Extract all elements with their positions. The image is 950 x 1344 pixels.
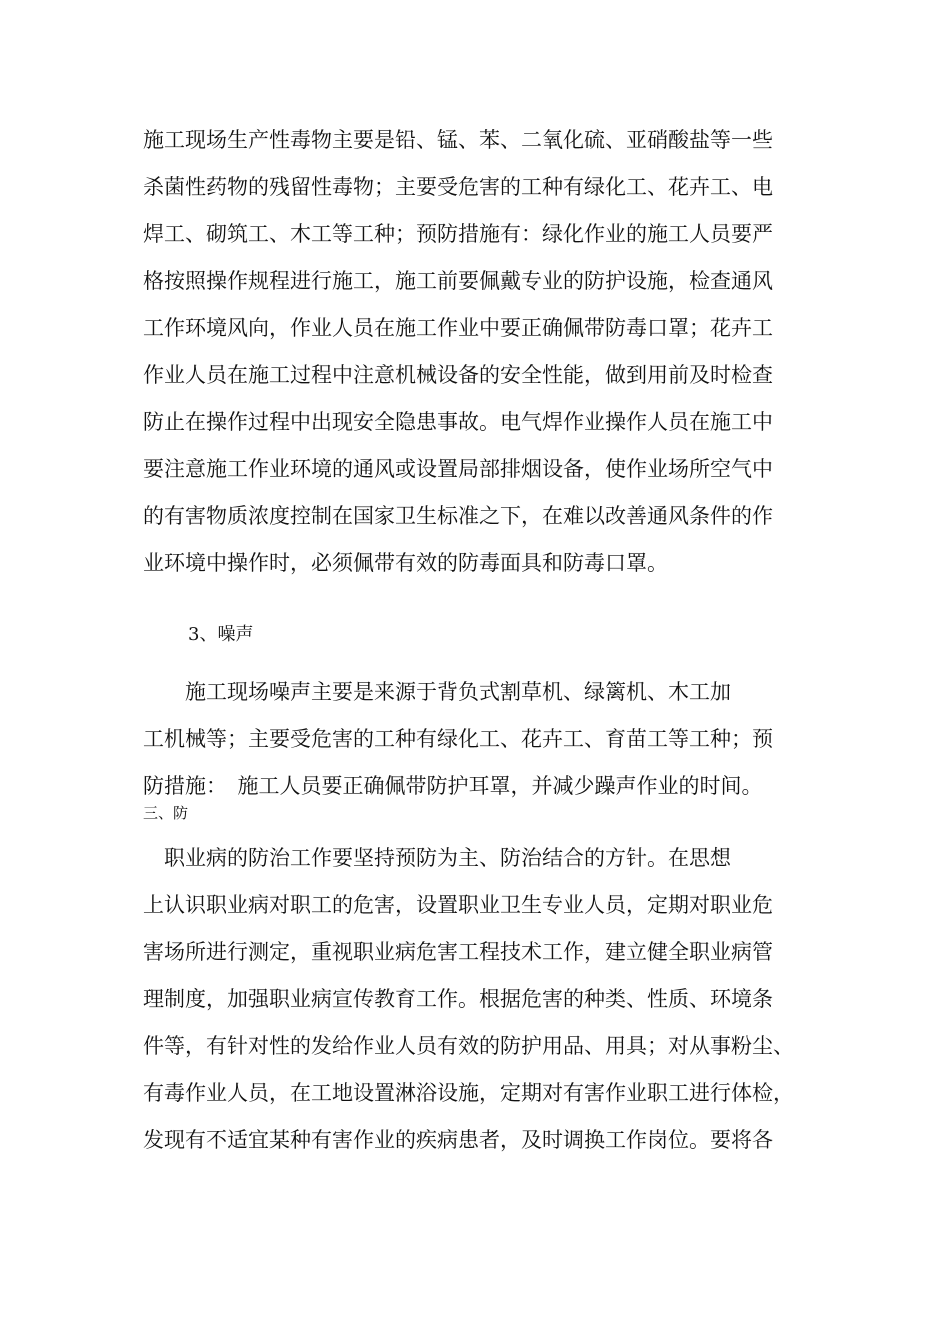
paragraph-line: 害场所进行测定，重视职业病危害工程技术工作，建立健全职业病管 (143, 940, 773, 964)
paragraph-line: 有毒作业人员，在工地设置淋浴设施，定期对有害作业职工进行体检， (143, 1081, 794, 1105)
paragraph-line: 理制度，加强职业病宣传教育工作。根据危害的种类、性质、环境条 (143, 987, 773, 1011)
paragraph-line: 施工现场生产性毒物主要是铅、锰、苯、二氧化硫、亚硝酸盐等一些 (143, 128, 773, 152)
section-heading-prevention: 三、防 (143, 804, 189, 822)
paragraph-line: 业环境中操作时，必须佩带有效的防毒面具和防毒口罩。 (143, 551, 668, 575)
paragraph-line: 作业人员在施工过程中注意机械设备的安全性能，做到用前及时检查 (143, 363, 773, 387)
paragraph-line: 件等，有针对性的发给作业人员有效的防护用品、用具；对从事粉尘、 (143, 1034, 794, 1058)
paragraph-line: 工作环境风向，作业人员在施工作业中要正确佩带防毒口罩；花卉工 (143, 316, 773, 340)
paragraph-line: 的有害物质浓度控制在国家卫生标准之下，在难以改善通风条件的作 (143, 504, 773, 528)
paragraph-line: 格按照操作规程进行施工，施工前要佩戴专业的防护设施，检查通风 (143, 269, 773, 293)
paragraph-line: 焊工、砌筑工、木工等工种；预防措施有：绿化作业的施工人员要严 (143, 222, 773, 246)
section-heading-noise: 3、噪声 (188, 624, 254, 645)
paragraph-line: 上认识职业病对职工的危害，设置职业卫生专业人员，定期对职业危 (143, 893, 773, 917)
paragraph-line: 职业病的防治工作要坚持预防为主、防治结合的方针。在思想 (143, 846, 731, 870)
paragraph-line: 施工现场噪声主要是来源于背负式割草机、绿篱机、木工加 (143, 680, 731, 704)
paragraph-line: 发现有不适宜某种有害作业的疾病患者，及时调换工作岗位。要将各 (143, 1128, 773, 1152)
paragraph-line: 防措施： 施工人员要正确佩带防护耳罩，并减少躁声作业的时间。 (143, 774, 763, 798)
paragraph-line: 要注意施工作业环境的通风或设置局部排烟设备，使作业场所空气中 (143, 457, 773, 481)
paragraph-line: 防止在操作过程中出现安全隐患事故。电气焊作业操作人员在施工中 (143, 410, 773, 434)
paragraph-line: 工机械等；主要受危害的工种有绿化工、花卉工、育苗工等工种；预 (143, 727, 773, 751)
paragraph-line: 杀菌性药物的残留性毒物；主要受危害的工种有绿化工、花卉工、电 (143, 175, 773, 199)
